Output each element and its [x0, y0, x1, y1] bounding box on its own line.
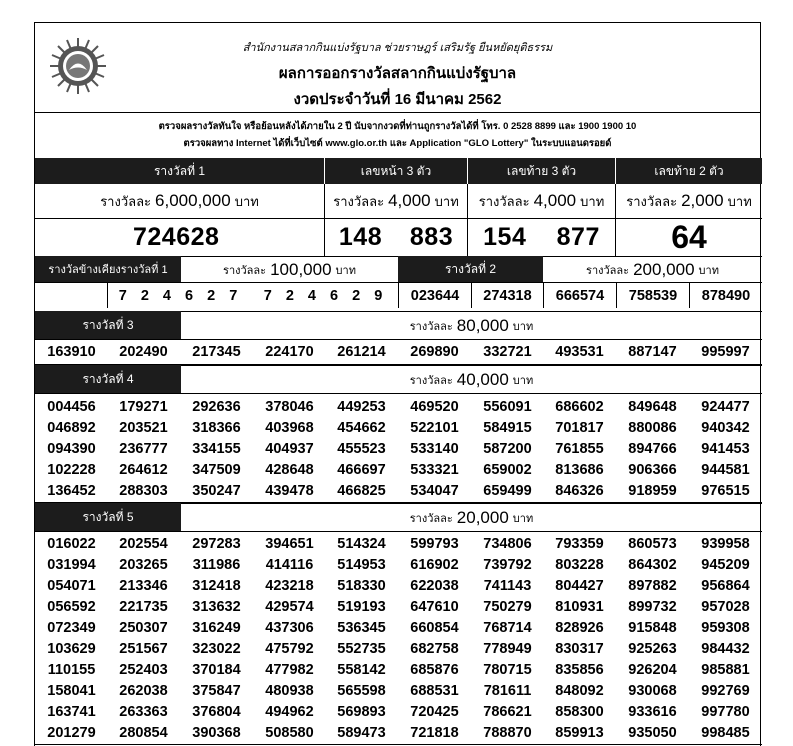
third-prize-numbers: [35, 339, 762, 365]
prize-number: 280854: [119, 725, 168, 741]
prize-number: 297283: [192, 536, 241, 552]
fifth-prize-row: [35, 533, 762, 555]
prize-number: 334155: [192, 441, 241, 457]
prize-number: 312418: [192, 578, 241, 594]
fourth-prize-numbers: [35, 393, 762, 503]
prize-number: 660854: [410, 620, 459, 636]
prize-number: 803228: [555, 557, 604, 573]
info-note-phone: ตรวจผลรางวัลทันใจ หรือย้อนหลังได้ภายใน 2 ปี นับจากงวดที่ท่านถูกรางวัลได้ที่ โทร. 0 2528 8899 และ 1900 1900 10: [158, 121, 637, 132]
prize-number: 404937: [265, 441, 314, 457]
lottery-result-sheet: [34, 22, 761, 746]
prize-number: 835856: [555, 662, 604, 678]
prize-number: 202554: [119, 536, 168, 552]
prize-number: 313632: [192, 599, 241, 615]
front3-numbers: 148 883: [324, 218, 467, 256]
prize-number: 370184: [192, 662, 241, 678]
last2-amount: รางวัลละ 2,000 บาท: [615, 184, 762, 218]
near-first-blank: [35, 282, 107, 308]
prize-number: 508580: [265, 725, 314, 741]
prize-number: 236777: [119, 441, 168, 457]
prize-number: 659002: [483, 462, 532, 478]
prize-number: 437306: [265, 620, 314, 636]
prize-number: 201279: [47, 725, 96, 741]
last2-number: 64: [615, 218, 762, 256]
prize-number: 264612: [119, 462, 168, 478]
fifth-prize-row: [35, 701, 762, 723]
second-prize-amount: รางวัลละ 200,000 บาท: [543, 256, 762, 282]
prize-number: 163741: [47, 704, 96, 720]
prize-number: 930068: [628, 683, 677, 699]
prize-number: 533140: [410, 441, 459, 457]
prize-number: 262038: [119, 683, 168, 699]
prize-number: 622038: [410, 578, 459, 594]
last2-label: เลขท้าย 2 ตัว: [615, 158, 762, 184]
prize-number: 616902: [410, 557, 459, 573]
prize-number: 072349: [47, 620, 96, 636]
draw-date: งวดประจำวันที่ 16 มีนาคม 2562: [293, 91, 502, 108]
fourth-prize-row: [35, 480, 762, 502]
prize-number: 984432: [701, 641, 750, 657]
prize-number: 414116: [265, 557, 314, 573]
fifth-prize-row: [35, 659, 762, 681]
prize-number: 423218: [265, 578, 314, 594]
prize-number: 945209: [701, 557, 750, 573]
second-prize-number: 023644: [398, 282, 471, 308]
header-divider: [35, 112, 760, 113]
prize-number: 536345: [337, 620, 386, 636]
first-prize-number: 724628: [35, 218, 324, 256]
prize-number: 848092: [555, 683, 604, 699]
fifth-prize-row: [35, 722, 762, 744]
prize-number: 332721: [483, 344, 532, 360]
agency-slogan: สำนักงานสลากกินแบ่งรัฐบาล ช่วยราษฎร์ เสริมรัฐ ยืนหยัดยุติธรรม: [242, 42, 553, 54]
near-first-label: รางวัลข้างเคียงรางวัลที่ 1: [35, 256, 181, 282]
fourth-prize-row: [35, 396, 762, 418]
prize-number: 522101: [410, 420, 459, 436]
prize-number: 494962: [265, 704, 314, 720]
prize-number: 056592: [47, 599, 96, 615]
first-prize-amount: รางวัลละ 6,000,000 บาท: [100, 191, 259, 210]
fifth-prize-row: [35, 596, 762, 618]
prize-number: 997780: [701, 704, 750, 720]
prize-number: 163910: [47, 344, 96, 360]
prize-number: 518330: [337, 578, 386, 594]
near-first-numbers: 7 2 4 6 2 7 7 2 4 6 2 9: [107, 282, 398, 308]
prize-number: 429574: [265, 599, 314, 615]
prize-number: 288303: [119, 483, 168, 499]
prize-number: 915848: [628, 620, 677, 636]
prize-number: 533321: [410, 462, 459, 478]
second-prize-number: 758539: [616, 282, 689, 308]
prize-number: 466697: [337, 462, 386, 478]
prize-number: 221735: [119, 599, 168, 615]
prize-number: 004456: [47, 399, 96, 415]
prize-number: 375847: [192, 683, 241, 699]
fourth-prize-row: [35, 459, 762, 481]
prize-number: 514953: [337, 557, 386, 573]
front3-amount: รางวัลละ 4,000 บาท: [324, 184, 467, 218]
prize-number: 136452: [47, 483, 96, 499]
prize-number: 046892: [47, 420, 96, 436]
prize-number: 828926: [555, 620, 604, 636]
prize-number: 659499: [483, 483, 532, 499]
prize-number: 846326: [555, 483, 604, 499]
prize-number: 830317: [555, 641, 604, 657]
prize-number: 894766: [628, 441, 677, 457]
prize-number: 750279: [483, 599, 532, 615]
prize-number: 454662: [337, 420, 386, 436]
prize-number: 859913: [555, 725, 604, 741]
prize-number: 741143: [483, 578, 532, 594]
prize-number: 587200: [483, 441, 532, 457]
fifth-prize-row: [35, 554, 762, 576]
prize-number: 786621: [483, 704, 532, 720]
second-prize-number: 666574: [543, 282, 616, 308]
prize-number: 251567: [119, 641, 168, 657]
prize-number: 558142: [337, 662, 386, 678]
prize-number: 788870: [483, 725, 532, 741]
prize-number: 323022: [192, 641, 241, 657]
prize-number: 493531: [555, 344, 604, 360]
prize-number: 864302: [628, 557, 677, 573]
prize-number: 031994: [47, 557, 96, 573]
prize-number: 439478: [265, 483, 314, 499]
prize-number: 925263: [628, 641, 677, 657]
second-prize-number: 274318: [471, 282, 543, 308]
prize-number: 935050: [628, 725, 677, 741]
prize-number: 469520: [410, 399, 459, 415]
prize-number: 926204: [628, 662, 677, 678]
last3-numbers: 154 877: [467, 218, 615, 256]
prize-number: 565598: [337, 683, 386, 699]
prize-number: 682758: [410, 641, 459, 657]
prize-number: 849648: [628, 399, 677, 415]
prize-number: 720425: [410, 704, 459, 720]
prize-number: 263363: [119, 704, 168, 720]
prize-number: 688531: [410, 683, 459, 699]
prize-number: 054071: [47, 578, 96, 594]
prize-number: 449253: [337, 399, 386, 415]
prize-number: 647610: [410, 599, 459, 615]
prize-number: 394651: [265, 536, 314, 552]
fourth-prize-amount: รางวัลละ 40,000 บาท: [181, 365, 762, 393]
prize-number: 316249: [192, 620, 241, 636]
prize-number: 887147: [628, 344, 677, 360]
prize-number: 569893: [337, 704, 386, 720]
last3-label: เลขท้าย 3 ตัว: [467, 158, 615, 184]
prize-number: 514324: [337, 536, 386, 552]
prize-number: 261214: [337, 344, 386, 360]
prize-number: 976515: [701, 483, 750, 499]
prize-number: 734806: [483, 536, 532, 552]
prize-number: 475792: [265, 641, 314, 657]
prize-number: 685876: [410, 662, 459, 678]
prize-number: 860573: [628, 536, 677, 552]
prize-number: 721818: [410, 725, 459, 741]
prize-number: 094390: [47, 441, 96, 457]
prize-number: 858300: [555, 704, 604, 720]
prize-number: 519193: [337, 599, 386, 615]
prize-number: 428648: [265, 462, 314, 478]
third-prize-amount: รางวัลละ 80,000 บาท: [181, 311, 762, 339]
third-prize-label: รางวัลที่ 3: [35, 311, 181, 339]
near-first-amount: รางวัลละ 100,000 บาท: [181, 256, 398, 282]
prize-number: 897882: [628, 578, 677, 594]
prize-number: 998485: [701, 725, 750, 741]
prize-number: 202490: [119, 344, 168, 360]
prize-number: 956864: [701, 578, 750, 594]
prize-number: 880086: [628, 420, 677, 436]
prize-number: 556091: [483, 399, 532, 415]
first-prize-label: รางวัลที่ 1: [35, 158, 324, 184]
fifth-prize-row: [35, 575, 762, 597]
info-note-web: ตรวจผลทาง Internet ได้ที่เว็บไซต์ www.glo.or.th และ Application "GLO Lottery" ในระบบแอนดรอยด์: [183, 138, 612, 149]
fourth-prize-row: [35, 417, 762, 439]
prize-number: 318366: [192, 420, 241, 436]
second-prize-label: รางวัลที่ 2: [398, 256, 543, 282]
fifth-prize-label: รางวัลที่ 5: [35, 503, 181, 531]
prize-number: 701817: [555, 420, 604, 436]
prize-number: 203521: [119, 420, 168, 436]
last3-amount: รางวัลละ 4,000 บาท: [467, 184, 615, 218]
fifth-prize-amount: รางวัลละ 20,000 บาท: [181, 503, 762, 531]
prize-number: 213346: [119, 578, 168, 594]
second-prize-number: 878490: [689, 282, 762, 308]
prize-number: 589473: [337, 725, 386, 741]
fifth-prize-row: [35, 680, 762, 702]
prize-number: 224170: [265, 344, 314, 360]
prize-number: 252403: [119, 662, 168, 678]
prize-number: 378046: [265, 399, 314, 415]
prize-number: 552735: [337, 641, 386, 657]
prize-number: 899732: [628, 599, 677, 615]
prize-number: 455523: [337, 441, 386, 457]
prize-number: 350247: [192, 483, 241, 499]
fifth-prize-row: [35, 638, 762, 660]
prize-number: 813686: [555, 462, 604, 478]
prize-number: 466825: [337, 483, 386, 499]
prize-number: 906366: [628, 462, 677, 478]
prize-number: 810931: [555, 599, 604, 615]
fourth-prize-row: [35, 438, 762, 460]
prize-number: 793359: [555, 536, 604, 552]
prize-number: 995997: [701, 344, 750, 360]
prize-number: 311986: [192, 557, 241, 573]
prize-number: 102228: [47, 462, 96, 478]
prize-number: 403968: [265, 420, 314, 436]
prize-number: 250307: [119, 620, 168, 636]
prize-number: 768714: [483, 620, 532, 636]
prize-number: 390368: [192, 725, 241, 741]
front3-label: เลขหน้า 3 ตัว: [324, 158, 467, 184]
prize-number: 761855: [555, 441, 604, 457]
fourth-prize-label: รางวัลที่ 4: [35, 365, 181, 393]
prize-number: 957028: [701, 599, 750, 615]
prize-number: 778949: [483, 641, 532, 657]
prize-number: 158041: [47, 683, 96, 699]
prize-number: 940342: [701, 420, 750, 436]
prize-number: 480938: [265, 683, 314, 699]
fifth-prize-numbers: [35, 531, 762, 745]
prize-number: 016022: [47, 536, 96, 552]
fifth-prize-row: [35, 617, 762, 639]
prize-number: 686602: [555, 399, 604, 415]
prize-number: 933616: [628, 704, 677, 720]
prize-number: 941453: [701, 441, 750, 457]
prize-number: 179271: [119, 399, 168, 415]
prize-number: 804427: [555, 578, 604, 594]
prize-number: 781611: [483, 683, 532, 699]
prize-number: 939958: [701, 536, 750, 552]
prize-number: 959308: [701, 620, 750, 636]
prize-number: 985881: [701, 662, 750, 678]
prize-number: 203265: [119, 557, 168, 573]
prize-number: 918959: [628, 483, 677, 499]
prize-number: 110155: [47, 662, 96, 678]
prize-number: 739792: [483, 557, 532, 573]
prize-number: 376804: [192, 704, 241, 720]
prize-number: 584915: [483, 420, 532, 436]
prize-number: 992769: [701, 683, 750, 699]
prize-number: 347509: [192, 462, 241, 478]
prize-number: 269890: [410, 344, 459, 360]
prize-number: 103629: [47, 641, 96, 657]
page-title: ผลการออกรางวัลสลากกินแบ่งรัฐบาล: [278, 65, 517, 82]
prize-number: 599793: [410, 536, 459, 552]
prize-number: 292636: [192, 399, 241, 415]
prize-number: 924477: [701, 399, 750, 415]
prize-number: 477982: [265, 662, 314, 678]
prize-number: 780715: [483, 662, 532, 678]
prize-number: 217345: [192, 344, 241, 360]
prize-number: 944581: [701, 462, 750, 478]
prize-number: 534047: [410, 483, 459, 499]
